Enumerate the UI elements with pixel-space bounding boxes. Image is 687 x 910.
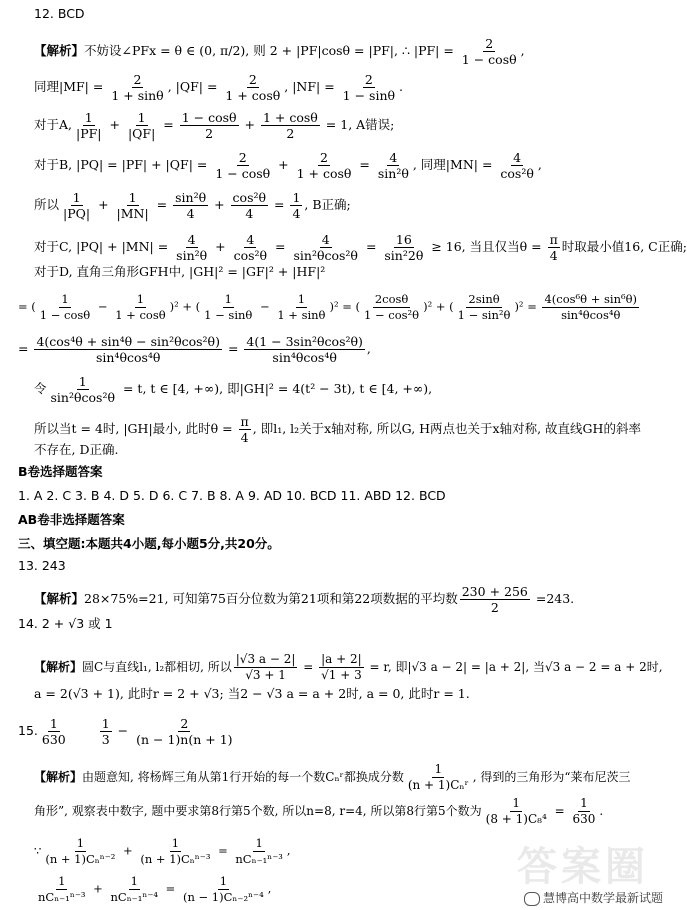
- q12-option-d: 对于D, 直角三角形GFH中, |GH|² = |GF|² + |HF|²: [34, 264, 326, 279]
- q14-analysis-2: a = 2(√3 + 1), 此时r = 2 + √3; 当2 − √3 a = a + 2时, a = 0, 此时r = 1.: [34, 686, 470, 701]
- q13-analysis: 【解析】28×75%=21, 可知第75百分位数为第21项和第22项数据的平均数 $\frac{230 + 256}{2}$ =243.: [34, 584, 575, 615]
- q12-analysis-line-1: 【解析】不妨设∠PFx = θ ∈ (0, π/2), 则 2 + |PF|cosθ = |PF|, ∴ |PF| = $\frac{2}{1 - \cos\theta}$ ,: [34, 36, 525, 67]
- q12-option-d-sub: 令 $\frac{1}{\text{sin²θcos²θ}}$ = t, t ∈ [4, +∞), 即|GH|² = 4(t² − 3t), t ∈ [4, +∞),: [34, 374, 433, 405]
- q14-analysis-1: 【解析】圆C与直线l₁, l₂都相切, 所以 $\frac{|√3 a - 2|}{√3 + 1}$ = $\frac{|a + 2|}{√1 + 3}$ = r, 即|√3 a − 2| = |a + 2|, 当√3 a − 2 = a + 2时,: [34, 652, 663, 682]
- q12-analysis-line-2: 同理|MF| = $\frac{2}{1 + \sin\theta}$ , |QF| = $\frac{2}{1 + \cos\theta}$ , |NF| = $\frac{2}{1 - \sin\theta}$ .: [34, 72, 404, 103]
- q12-option-d-conclusion: 所以当t = 4时, |GH|最小, 此时θ = $\frac{\pi}{4}$ , 即l₁, l₂关于x轴对称, 所以G, H两点也关于x轴对称, 故直线GH的斜率: [34, 414, 641, 445]
- q12-option-b-cont: 所以 $\frac{1}{|PQ|}$ + $\frac{1}{|MN|}$ = $\frac{\text{sin²θ}}{4}$ + $\frac{\text{cos²θ}}{4}$ = $\frac{1}{4}$ , B正确;: [34, 190, 351, 221]
- analysis-tag: 【解析】: [34, 43, 85, 58]
- q14-answer: 14. 2 + √3 或 1: [18, 616, 113, 631]
- section-b-answers: 1. A 2. C 3. B 4. D 5. D 6. C 7. B 8. A 9. AD 10. BCD 11. ABD 12. BCD: [18, 488, 446, 503]
- section-b-heading: B卷选择题答案: [18, 464, 103, 479]
- watermark-text: 慧博高中数学最新试题: [524, 889, 663, 906]
- q12-option-a: 对于A, $\frac{1}{|PF|}$ + $\frac{1}{|QF|}$ = $\frac{1 - \cos\theta}{2}$ + $\frac{1 + \cos\theta}{2}$ = 1, A错误;: [34, 110, 395, 141]
- q12-answer: 12. BCD: [34, 6, 85, 21]
- q13-answer: 13. 243: [18, 558, 66, 573]
- q12-option-d-expand-2: = $\frac{\text{4(cos⁴θ + sin⁴θ − sin²θcos²θ)}}{\text{sin⁴θcos⁴θ}}$ = $\frac{\text{4(1 − 3sin²θcos²θ)}}{\text{sin⁴θcos⁴θ}}$ ,: [18, 334, 371, 365]
- section-3-heading: 三、填空题:本题共4小题,每小题5分,共20分。: [18, 536, 280, 551]
- section-ab-heading: AB卷非选择题答案: [18, 512, 125, 527]
- q15-analysis-3: ∵ $\frac{1}{\text{(n + 1)Cₙⁿ⁻²}}$ + $\frac{1}{\text{(n + 1)Cₙⁿ⁻³}}$ = $\frac{1}{\text{nCₙ₋₁ⁿ⁻³}}$ ,: [34, 836, 291, 866]
- q15-answer: 15. $\frac{1}{630}$ $\frac{1}{3}$ − $\frac{2}{(n - 1)n(n + 1)}$: [18, 716, 233, 747]
- wechat-icon: [524, 892, 540, 906]
- q12-option-c: 对于C, |PQ| + |MN| = $\frac{4}{\text{sin²θ}}$ + $\frac{4}{\text{cos²θ}}$ = $\frac{4}{\text{sin²θcos²θ}}$ = $\frac{16}{\text{sin²2θ}}$ ≥ 16, 当且仅当θ = $\frac{\pi}{4}$ 时取最小值16, C正确;: [34, 232, 687, 263]
- q12-option-d-expand-1: = ( $\frac{1}{1 - \cos\theta}$ − $\frac{1}{1 + \cos\theta}$ )² + ( $\frac{1}{1 - \sin\theta}$ − $\frac{1}{1 + \sin\theta}$ )² = ( $\frac{2\cos\theta}{\text{1 − cos²θ}}$ )² + ( $\frac{2\sin\theta}{\text{1 − sin²θ}}$ )² = $\frac{\text{4(cos⁶θ + sin⁶θ)}}{\text{sin⁴θcos⁴θ}}$: [18, 292, 638, 322]
- q15-analysis-1: 【解析】由题意知, 将杨辉三角从第1行开始的每一个数Cₙʳ都换成分数 $\frac{1}{\text{(n + 1)Cₙʳ}}$ , 得到的三角形为“莱布尼茨三: [34, 762, 631, 792]
- q15-analysis-2: 角形”, 观察表中数字, 题中要求第8行第5个数, 所以n=8, r=4, 所以第8行第5个数为 $\frac{1}{\text{(8 + 1)C₈⁴}}$ = $\frac{1}{630}$ .: [34, 796, 604, 826]
- q15-analysis-4: $\frac{1}{\text{nCₙ₋₁ⁿ⁻³}}$ + $\frac{1}{\text{nCₙ₋₁ⁿ⁻⁴}}$ = $\frac{1}{\text{(n − 1)Cₙ₋₂ⁿ⁻⁴}}$ ,: [38, 874, 272, 904]
- q12-option-d-end: 不存在, D正确.: [34, 442, 119, 457]
- fraction: $\frac{2}{1 - \cos\theta}$: [461, 36, 517, 67]
- q12-option-b: 对于B, |PQ| = |PF| + |QF| = $\frac{2}{1 - \cos\theta}$ + $\frac{2}{1 + \cos\theta}$ = $\frac{4}{\text{sin²θ}}$ , 同理|MN| = $\frac{4}{\text{cos²θ}}$ ,: [34, 150, 542, 181]
- text: 不妨设∠PFx = θ ∈ (0, π/2), 则 2 + |PF|cosθ = |PF|, ∴ |PF| =: [84, 43, 458, 58]
- watermark-logo: 答案圈: [517, 844, 649, 890]
